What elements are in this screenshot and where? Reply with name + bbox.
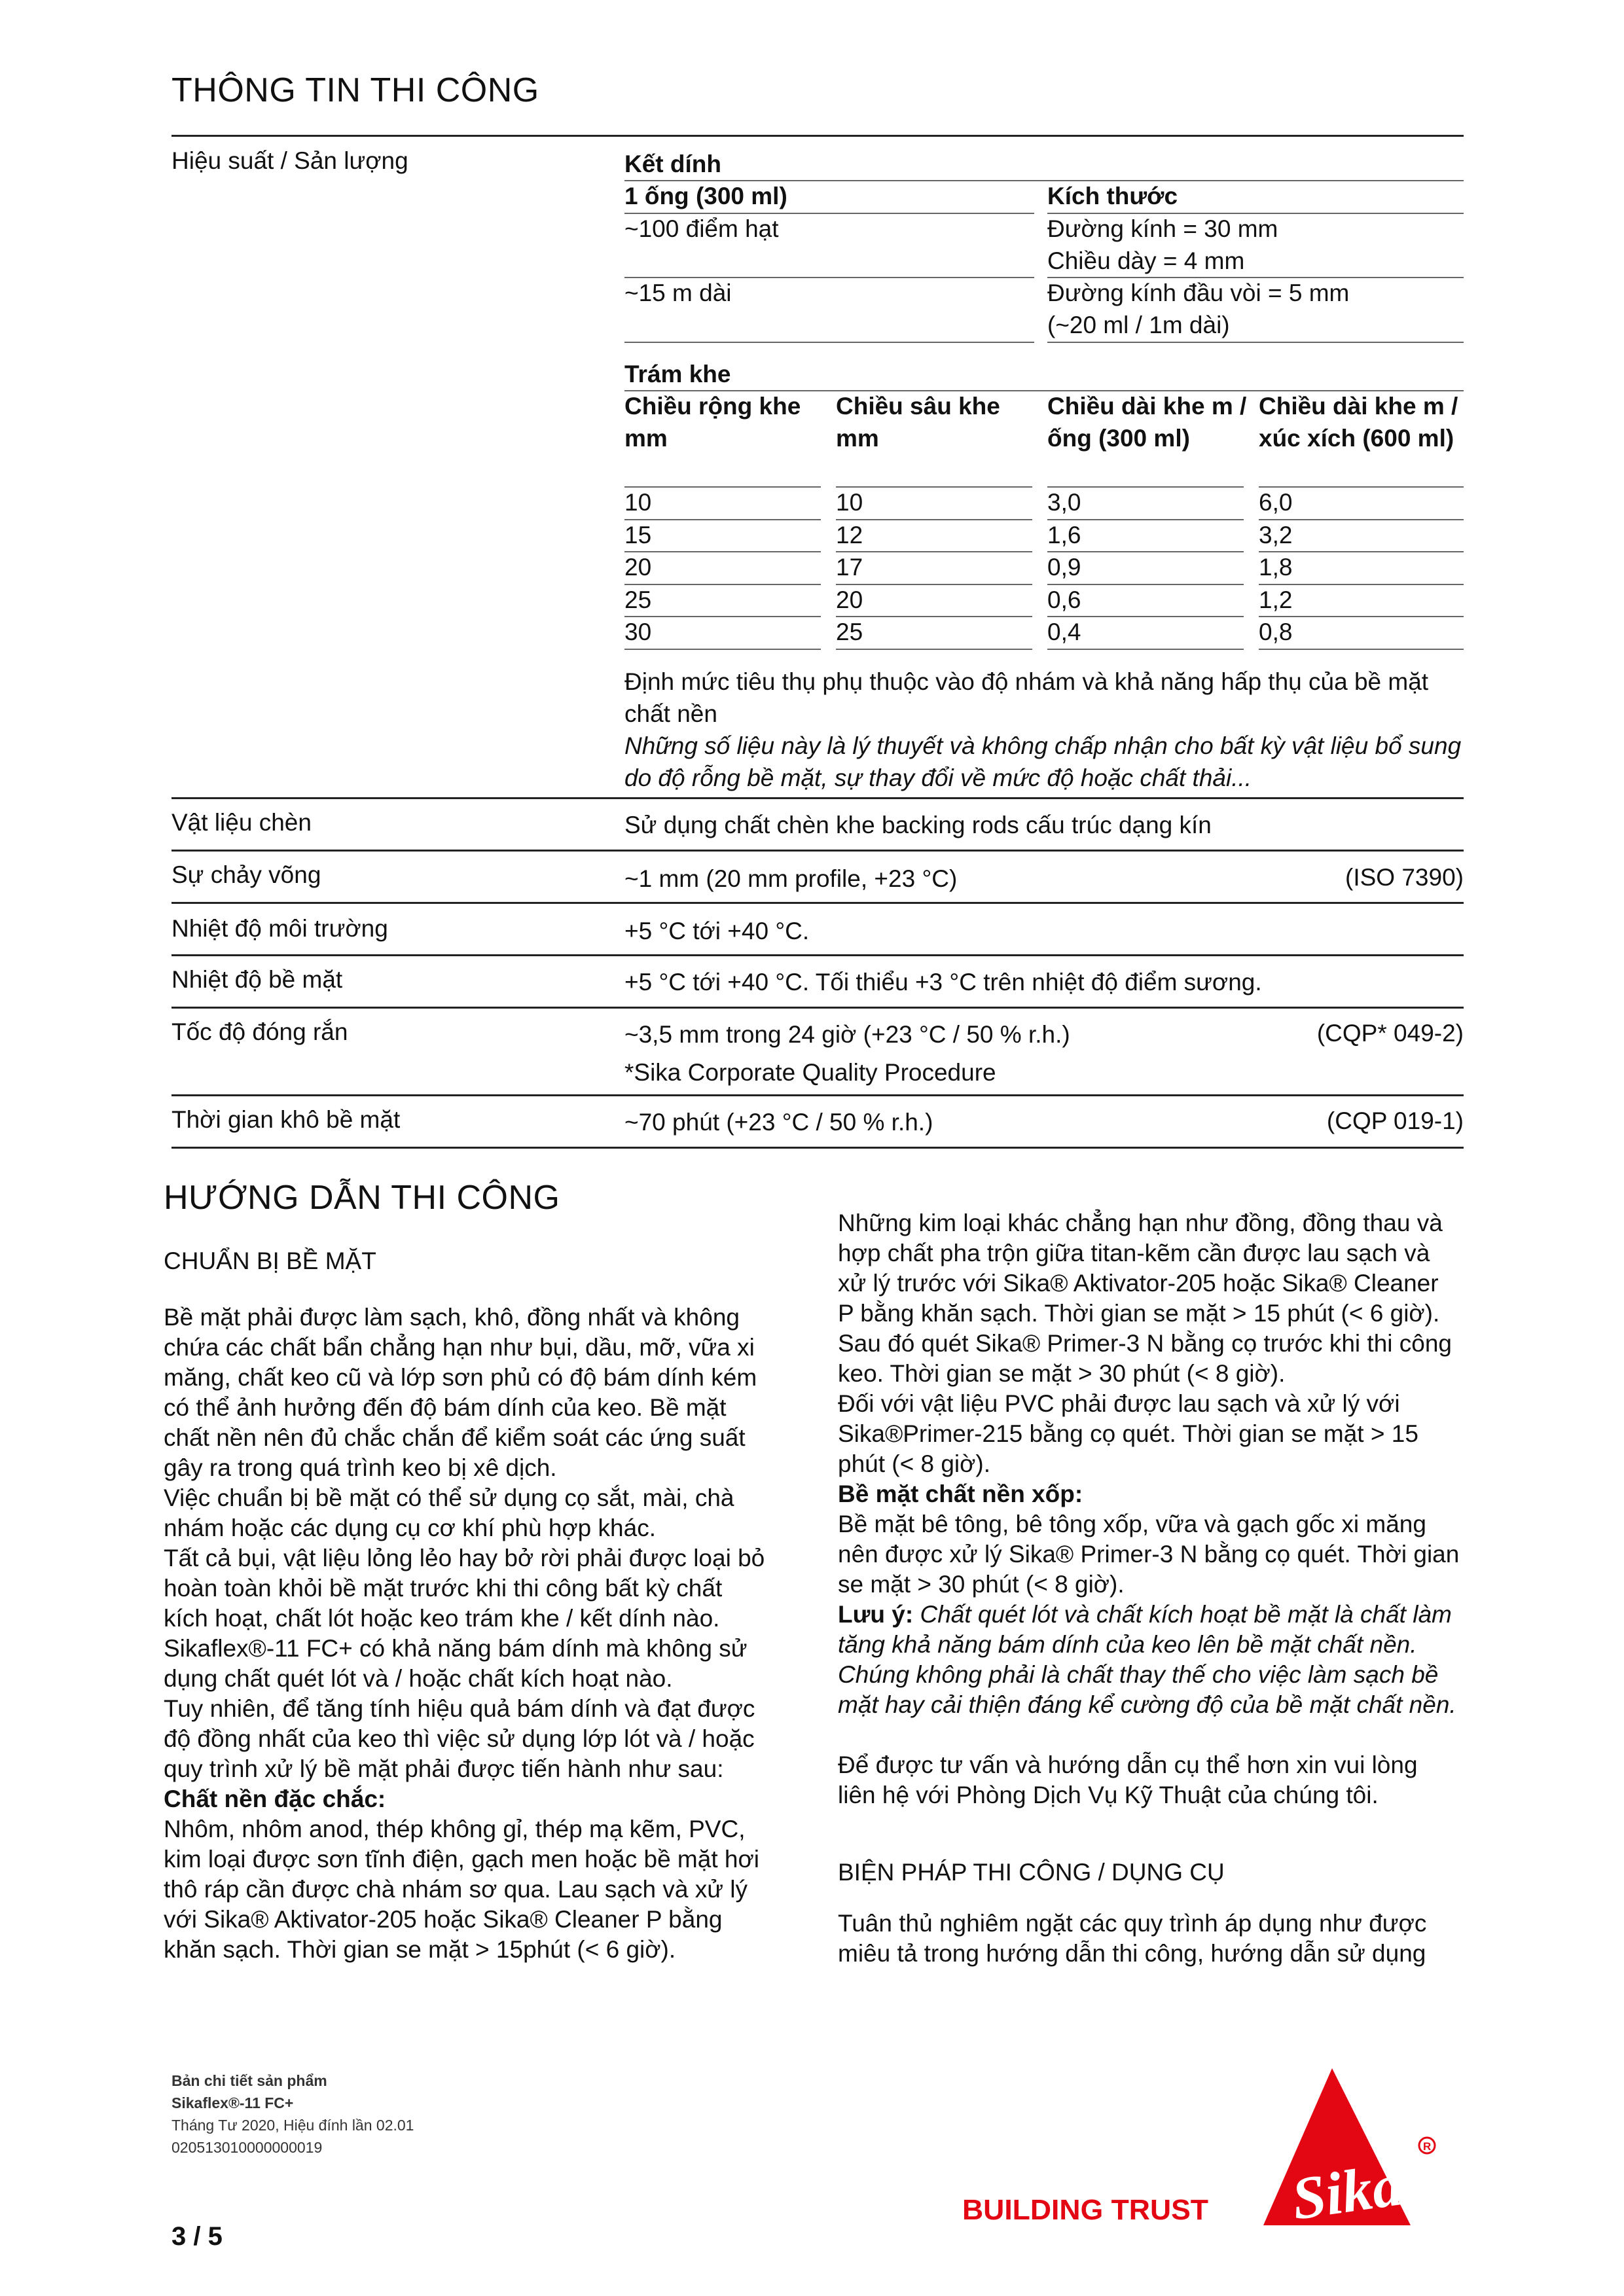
divider xyxy=(1259,649,1464,650)
divider xyxy=(171,902,1464,904)
guide-title: HƯỚNG DẪN THI CÔNG xyxy=(164,1179,560,1217)
ambient-value: +5 °C tới +40 °C. xyxy=(624,918,810,944)
table-cell: 25 xyxy=(836,619,863,645)
logo-wordmark: Sika xyxy=(1288,2151,1407,2233)
table-cell: 0,4 xyxy=(1047,619,1081,645)
divider xyxy=(171,797,1464,799)
table-cell: 1,2 xyxy=(1259,586,1293,613)
pvc-paragraph: Đối với vật liệu PVC phải được lau sạch và xử lý với Sika®Primer-215 bằng cọ quét. Thời gian se mặt > 15 phút (< 8 giờ). xyxy=(838,1390,1418,1477)
table-cell: 20 xyxy=(624,554,652,581)
divider xyxy=(836,486,1032,488)
backing-value: Sử dụng chất chèn khe backing rods cấu trúc dạng kín xyxy=(624,812,1212,838)
divider xyxy=(836,649,1032,650)
table-cell: 12 xyxy=(836,521,863,548)
building-trust-wordmark xyxy=(962,2189,1211,2229)
skin-standard: (CQP 019-1) xyxy=(1326,1107,1464,1134)
sika-logo xyxy=(1263,2068,1447,2242)
table-cell: 0,8 xyxy=(1259,619,1293,645)
svg-text:R: R xyxy=(1423,2140,1432,2153)
solid-substrate-paragraph: Nhôm, nhôm anod, thép không gỉ, thép mạ kẽm, PVC, kim loại được sơn tĩnh điện, gạch men hoặc bề mặt hơi thô ráp cần được chà nhám sơ qua. Lau sạch và xử lý với Sika® Aktivator-205 hoặc Sika® Cleaner P bằng khăn sạch. Thời gian se mặt > 15phút (< 6 giờ). xyxy=(164,1816,759,1963)
yield-label: Hiệu suất / Sản lượng xyxy=(171,147,408,174)
cure-standard: (CQP* 049-2) xyxy=(1316,1020,1464,1047)
divider xyxy=(624,584,821,585)
skin-label: Thời gian khô bề mặt xyxy=(171,1106,401,1133)
table-cell: 25 xyxy=(624,586,652,613)
nozzle-ml-value: (~20 ml / 1m dài) xyxy=(1047,312,1230,338)
porous-substrate-title: Bề mặt chất nền xốp: xyxy=(838,1480,1083,1507)
porous-paragraph: Bề mặt bê tông, bê tông xốp, vữa và gạch gốc xi măng nên được xử lý Sika® Primer-3 N bằng cọ quét. Thời gian se mặt > 30 phút (< 8 giờ). xyxy=(838,1511,1460,1598)
note-label: Lưu ý: xyxy=(838,1601,914,1628)
table-cell: 1,6 xyxy=(1047,521,1081,548)
method-paragraph: Tuân thủ nghiêm ngặt các quy trình áp dụng như được miêu tả trong hướng dẫn thi công, hướng dẫn sử dụng xyxy=(838,1910,1427,1967)
doc-type: Bản chi tiết sản phẩm xyxy=(171,2072,327,2089)
note-text: Chất quét lót và chất kích hoạt bề mặt là chất làm tăng khả năng bám dính của keo lên bề mặt chất nền. Chúng không phải là chất thay thế cho việc làm sạch bề mặt hay cải thiện đáng kể cường độ của bề mặt chất nền. xyxy=(838,1601,1456,1718)
divider xyxy=(171,1007,1464,1009)
table-cell: 20 xyxy=(836,586,863,613)
divider xyxy=(171,954,1464,956)
divider xyxy=(624,519,821,520)
table-cell: 10 xyxy=(624,489,652,516)
building-trust-tagline xyxy=(962,2189,1211,2232)
table-cell: 3,2 xyxy=(1259,521,1293,548)
table-cell: 0,6 xyxy=(1047,586,1081,613)
divider xyxy=(624,649,821,650)
sag-value: ~1 mm (20 mm profile, +23 °C) xyxy=(624,865,958,892)
table-cell: 15 xyxy=(624,521,652,548)
table-cell: 6,0 xyxy=(1259,489,1293,516)
divider xyxy=(624,342,1034,343)
table-cell: 1,8 xyxy=(1259,554,1293,581)
divider xyxy=(171,1094,1464,1096)
product-name: Sikaflex®-11 FC+ xyxy=(171,2094,294,2111)
sealing-heading: Trám khe xyxy=(624,361,731,387)
method-title: BIỆN PHÁP THI CÔNG / DỤNG CỤ xyxy=(838,1859,1225,1886)
table-cell: 30 xyxy=(624,619,652,645)
prep-paragraph: Sikaflex®-11 FC+ có khả năng bám dính mà không sử dụng chất quét lót và / hoặc chất kích hoạt nào. xyxy=(164,1635,748,1692)
divider xyxy=(171,135,1464,137)
dims-label: Kích thước xyxy=(1047,183,1178,209)
divider xyxy=(836,584,1032,585)
doc-code: 020513010000000019 xyxy=(171,2139,323,2156)
tube-label: 1 ống (300 ml) xyxy=(624,183,787,209)
theory-note: Những số liệu này là lý thuyết và không chấp nhận cho bất kỳ vật liệu bổ sung do độ rỗng bề mặt, sự thay đổi về mức độ hoặc chất thải... xyxy=(624,732,1462,791)
prep-title: CHUẨN BỊ BỀ MẶT xyxy=(164,1247,376,1274)
divider xyxy=(836,551,1032,552)
divider xyxy=(171,1147,1464,1149)
substrate-value: +5 °C tới +40 °C. Tối thiểu +3 °C trên nhiệt độ điểm sương. xyxy=(624,969,1262,996)
svg-text:BUILDING TRUST: BUILDING TRUST xyxy=(962,2194,1209,2226)
table-cell: 17 xyxy=(836,554,863,581)
dots-value: ~100 điểm hạt xyxy=(624,215,779,242)
thickness-value: Chiều dày = 4 mm xyxy=(1047,247,1245,274)
col-header-per-sausage: Chiều dài khe m / xúc xích (600 ml) xyxy=(1259,393,1458,452)
section-title: THÔNG TIN THI CÔNG xyxy=(171,71,539,109)
table-cell: 0,9 xyxy=(1047,554,1081,581)
ambient-label: Nhiệt độ môi trường xyxy=(171,915,388,942)
page-number: 3 / 5 xyxy=(171,2222,223,2251)
table-cell: 10 xyxy=(836,489,863,516)
revision-date: Tháng Tư 2020, Hiệu đính lần 02.01 xyxy=(171,2117,414,2134)
right-column xyxy=(838,1178,1460,1810)
prep-paragraph: Bề mặt phải được làm sạch, khô, đồng nhất và không chứa các chất bẩn chẳng hạn như bụi, dầu, mỡ, vữa xi măng, chất keo cũ và lớp sơn phủ có độ bám dính kém có thể ảnh hưởng đến độ bám dính của keo. Bề mặt chất nền nên đủ chắc chắn để kiểm soát các ứng suất gây ra trong quá trình keo bị xê dịch. xyxy=(164,1304,757,1481)
col-header-width: Chiều rộng khe mm xyxy=(624,393,801,452)
divider xyxy=(624,616,821,617)
cure-label: Tốc độ đóng rắn xyxy=(171,1018,348,1045)
consumption-note: Định mức tiêu thụ phụ thuộc vào độ nhám và khả năng hấp thụ của bề mặt chất nền xyxy=(624,668,1429,727)
table-cell: 3,0 xyxy=(1047,489,1081,516)
adhesive-heading: Kết dính xyxy=(624,151,721,177)
substrate-label: Nhiệt độ bề mặt xyxy=(171,966,343,993)
sag-label: Sự chảy võng xyxy=(171,861,321,888)
length-value: ~15 m dài xyxy=(624,279,732,306)
metals-paragraph: Những kim loại khác chẳng hạn như đồng, đồng thau và hợp chất pha trộn giữa titan-kẽm cần được lau sạch và xử lý trước với Sika® Aktivator-205 hoặc Sika® Cleaner P bằng khăn sạch. Thời gian se mặt > 15 phút (< 6 giờ). Sau đó quét Sika® Primer-3 N bằng cọ trước khi thi công keo. Thời gian se mặt > 30 phút (< 8 giờ). xyxy=(838,1210,1453,1387)
sag-standard: (ISO 7390) xyxy=(1345,864,1464,891)
contact-paragraph: Để được tư vấn và hướng dẫn cụ thể hơn xin vui lòng liên hệ với Phòng Dịch Vụ Kỹ Thuật của chúng tôi. xyxy=(838,1751,1418,1808)
col-header-per-tube: Chiều dài khe m / ống (300 ml) xyxy=(1047,393,1247,452)
divider xyxy=(171,850,1464,852)
divider xyxy=(836,616,1032,617)
cure-value: ~3,5 mm trong 24 giờ (+23 °C / 50 % r.h.) xyxy=(624,1021,1070,1048)
prep-paragraph: Tuy nhiên, để tăng tính hiệu quả bám dính và đạt được độ đồng nhất của keo thì việc sử dụng lớp lót và / hoặc quy trình xử lý bề mặt phải được tiến hành như sau: xyxy=(164,1695,755,1782)
prep-paragraph: Việc chuẩn bị bề mặt có thể sử dụng cọ sắt, mài, chà nhám hoặc các dụng cụ cơ khí phù hợp khác. xyxy=(164,1484,734,1541)
col-header-depth: Chiều sâu khe mm xyxy=(836,393,1000,452)
diameter-value: Đường kính = 30 mm xyxy=(1047,215,1278,242)
divider xyxy=(1047,342,1464,343)
cure-note: *Sika Corporate Quality Procedure xyxy=(624,1059,996,1086)
skin-value: ~70 phút (+23 °C / 50 % r.h.) xyxy=(624,1109,933,1136)
divider xyxy=(624,551,821,552)
divider xyxy=(836,519,1032,520)
nozzle-value: Đường kính đầu vòi = 5 mm xyxy=(1047,279,1350,306)
footer-info xyxy=(171,2070,414,2159)
backing-label: Vật liệu chèn xyxy=(171,809,312,836)
solid-substrate-title: Chất nền đặc chắc: xyxy=(164,1785,386,1812)
divider xyxy=(624,486,821,488)
prep-paragraph: Tất cả bụi, vật liệu lỏng lẻo hay bở rời phải được loại bỏ hoàn toàn khỏi bề mặt trước khi thi công bất kỳ chất kích hoạt, chất lót hoặc keo trám khe / kết dính nào. xyxy=(164,1545,765,1632)
divider xyxy=(1047,649,1244,650)
left-column xyxy=(164,1302,772,1965)
